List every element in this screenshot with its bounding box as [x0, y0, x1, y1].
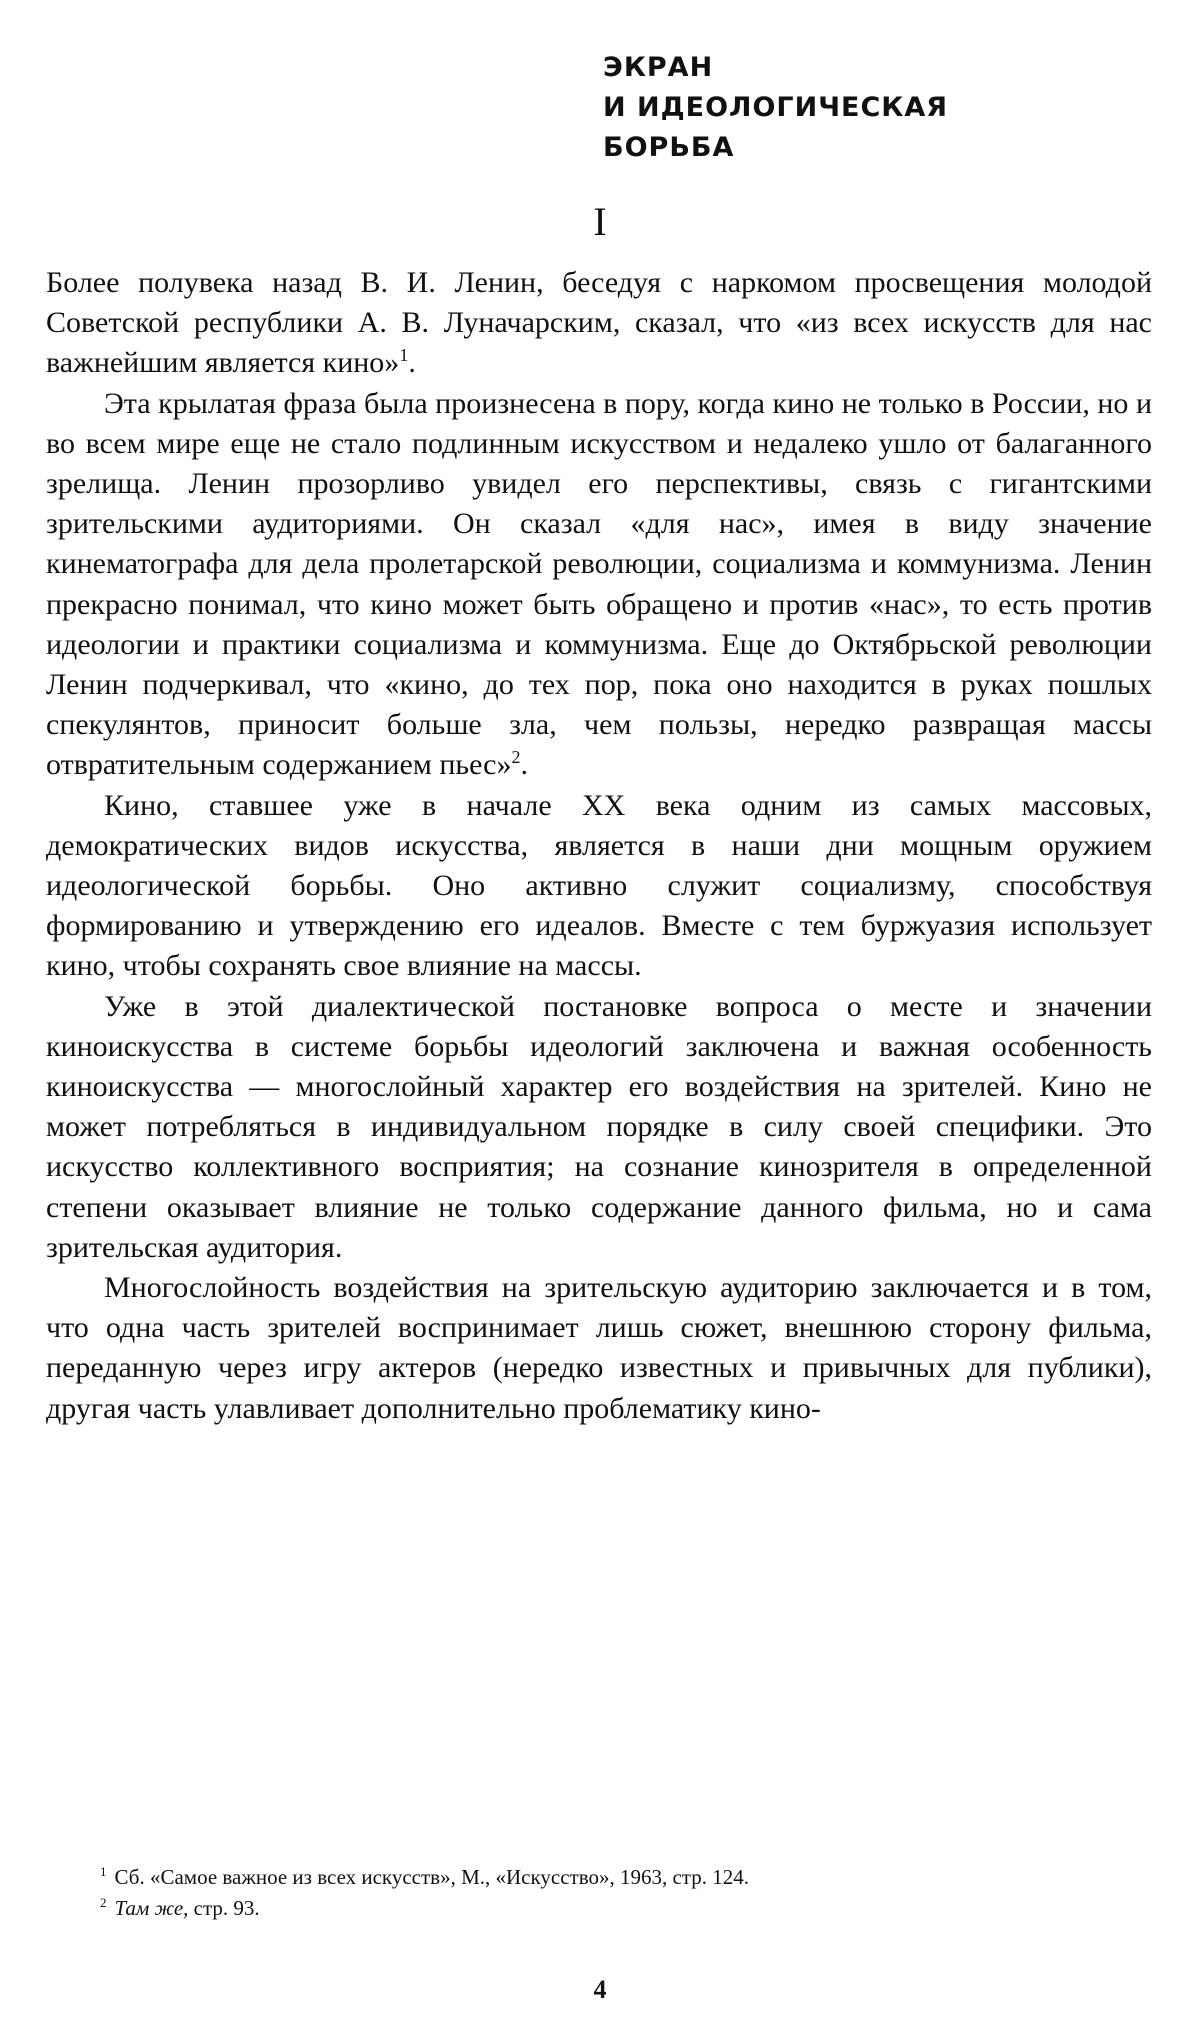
body-text: [46, 263, 1152, 1429]
paragraph-text: Многослойность воздействия на зрительскую аудиторию заключается и в том, что одна часть зрителей воспринимает лишь сюжет, внешнюю сторону фильма, переданную через игру актеров (нередко известных и привычных для публики), другая часть улавливает дополнительно проблематику кино-: [46, 1271, 1152, 1425]
paragraph-3: [46, 786, 1152, 987]
paragraph-tail: .: [520, 748, 528, 782]
paragraph-text: Уже в этой диалектической постановке вопроса о месте и значении киноискусства в системе борьбы идеологий заключена и важная особенность киноискусства — многослойный характер его воздействия на зрителей. Кино не может потребляться в индивидуальном порядке в силу своей специфики. Это искусство коллективного восприятия; на сознание кинозрителя в определенной степени оказывает влияние не только содержание данного фильма, но и сама зрительская аудитория.: [46, 989, 1152, 1264]
footnote-text: стр. 93.: [188, 1896, 260, 1920]
paragraph-text: Эта крылатая фраза была произнесена в пору, когда кино не только в России, но и во всем мире еще не стало подлинным искусством и недалеко ушло от балаганного зрелища. Ленин прозорливо увидел его перспективы, связь с гигантскими зрительскими аудиториями. Он сказал «для нас», имея в виду значение кинематографа для дела пролетарской революции, социализма и коммунизма. Ленин прекрасно понимал, что кино может быть обращено и против «нас», то есть против идеологии и практики социализма и коммунизма. Еще до Октябрьской революции Ленин подчеркивал, что «кино, до тех пор, пока оно находится в руках пошлых спекулянтов, приносит больше зла, чем пользы, нередко развращая массы отвратительным содержанием пьес»: [46, 386, 1152, 782]
chapter-title-line-2: И ИДЕОЛОГИЧЕСКАЯ: [603, 92, 949, 123]
footnote-2: [100, 1893, 1155, 1924]
footnote-marker: 2: [100, 1895, 107, 1910]
paragraph-1: [46, 263, 1152, 384]
footnote-reference: 1: [399, 345, 409, 366]
paragraph-5: [46, 1268, 1152, 1429]
chapter-title-line-1: ЭКРАН: [603, 52, 714, 83]
footnote-reference: 2: [511, 747, 521, 768]
footnote-1: [100, 1862, 1155, 1893]
footnote-text: Сб. «Самое важное из всех искусств», М., «Искусство», 1963, стр. 124.: [114, 1865, 749, 1889]
chapter-title-line-3: БОРЬБА: [603, 132, 735, 163]
paragraph-tail: .: [408, 346, 416, 380]
section-numeral: I: [593, 199, 607, 244]
chapter-title: [603, 48, 1123, 168]
paragraph-text: Кино, ставшее уже в начале XX века одним из самых массовых, демократических видов искусства, является в наши дни мощным оружием идеологической борьбы. Оно активно служит социализму, способствуя формированию и утверждению его идеалов. Вместе с тем буржуазия использует кино, чтобы сохранять свое влияние на массы.: [46, 788, 1152, 983]
footnote-italic-text: Там же,: [114, 1896, 189, 1920]
paragraph-4: [46, 987, 1152, 1268]
paragraph-text: Более полувека назад В. И. Ленин, беседуя с наркомом просвещения молодой Советской республики А. В. Луначарским, сказал, что «из всех искусств для нас важнейшим является кино»: [46, 266, 1152, 380]
footnotes: [100, 1862, 1155, 1924]
footnote-marker: 1: [100, 1864, 107, 1879]
page-number: 4: [593, 1975, 607, 2004]
paragraph-2: [46, 384, 1152, 786]
